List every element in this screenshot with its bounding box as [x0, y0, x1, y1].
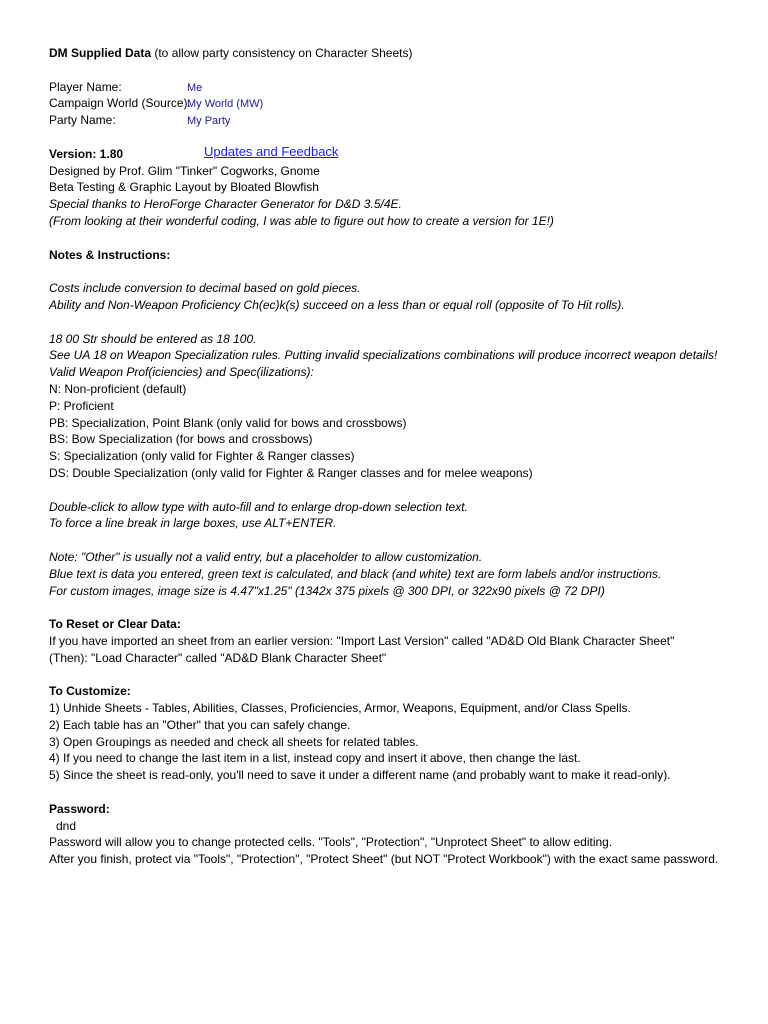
- player-name-row: [49, 79, 749, 96]
- customize-step: 5) Since the sheet is read-only, you'll need to save it under a different name (and probably want to make it read-only).: [49, 768, 671, 783]
- version-label: Version: 1.80: [49, 146, 124, 161]
- reset-line: (Then): "Load Character" called "AD&D Blank Character Sheet": [49, 650, 387, 665]
- player-name-label: Player Name:: [49, 79, 122, 94]
- thanks-line: (From looking at their wonderful coding, I was able to figure out how to create a version for 1E!): [49, 213, 554, 228]
- note-line: To force a line break in large boxes, use ALT+ENTER.: [49, 516, 337, 531]
- dm-data-title: DM Supplied Data: [49, 46, 152, 60]
- version-row: [49, 143, 749, 163]
- instructions-sheet: [49, 45, 749, 868]
- dm-data-header: [49, 45, 749, 62]
- updates-feedback-link[interactable]: Updates and Feedback: [204, 143, 339, 159]
- prof-list-item: P: Proficient: [49, 398, 114, 413]
- party-name-label: Party Name:: [49, 113, 116, 128]
- note-line: Valid Weapon Prof(iciencies) and Spec(ilizations):: [49, 365, 314, 380]
- party-name-value[interactable]: My Party: [187, 115, 231, 128]
- note-line: Note: "Other" is usually not a valid entry, but a placeholder to allow customization.: [49, 549, 483, 564]
- note-line: Ability and Non-Weapon Proficiency Ch(ec)k(s) succeed on a less than or equal roll (opposite of To Hit rolls).: [49, 297, 625, 312]
- note-line: Blue text is data you entered, green text is calculated, and black (and white) text are form labels and/or instructions.: [49, 566, 662, 581]
- customize-step: 4) If you need to change the last item in a list, instead copy and insert it above, then change the last.: [49, 751, 581, 766]
- prof-list-item: BS: Bow Specialization (for bows and crossbows): [49, 432, 313, 447]
- customize-heading: To Customize:: [49, 684, 131, 699]
- customize-step: 2) Each table has an "Other" that you can safely change.: [49, 717, 351, 732]
- prof-list-item: PB: Specialization, Point Blank (only valid for bows and crossbows): [49, 415, 407, 430]
- note-line: Costs include conversion to decimal based on gold pieces.: [49, 281, 361, 296]
- campaign-world-value[interactable]: My World (MW): [187, 98, 264, 111]
- campaign-world-row: [49, 95, 749, 112]
- password-line: Password will allow you to change protected cells. "Tools", "Protection", "Unprotect Sheet" to allow editing.: [49, 835, 613, 850]
- thanks-line: Special thanks to HeroForge Character Generator for D&D 3.5/4E.: [49, 197, 402, 212]
- note-line: 18 00 Str should be entered as 18 100.: [49, 331, 257, 346]
- reset-heading: To Reset or Clear Data:: [49, 617, 181, 632]
- dm-data-subtitle: (to allow party consistency on Character Sheets): [151, 46, 413, 60]
- password-line: After you finish, protect via "Tools", "Protection", "Protect Sheet" (but NOT "Protect Workbook") with the exact same password.: [49, 852, 719, 867]
- party-name-row: [49, 112, 749, 129]
- note-line: For custom images, image size is 4.47"x1.25" (1342x 375 pixels @ 300 DPI, or 322x90 pixels @ 72 DPI): [49, 583, 605, 598]
- notes-heading: Notes & Instructions:: [49, 247, 171, 262]
- password-heading: Password:: [49, 801, 110, 816]
- note-line: See UA 18 on Weapon Specialization rules. Putting invalid specializations combinations will produce incorrect weapon details!: [49, 348, 718, 363]
- campaign-world-label: Campaign World (Source):: [49, 96, 191, 111]
- credit-line: Beta Testing & Graphic Layout by Bloated Blowfish: [49, 180, 319, 195]
- customize-step: 1) Unhide Sheets - Tables, Abilities, Classes, Proficiencies, Armor, Weapons, Equipment, and/or Class Spells.: [49, 701, 631, 716]
- prof-list-item: S: Specialization (only valid for Fighter & Ranger classes): [49, 449, 355, 464]
- player-name-value[interactable]: Me: [187, 81, 203, 94]
- note-line: Double-click to allow type with auto-fill and to enlarge drop-down selection text.: [49, 499, 468, 514]
- customize-step: 3) Open Groupings as needed and check all sheets for related tables.: [49, 734, 419, 749]
- credit-line: Designed by Prof. Glim "Tinker" Cogworks, Gnome: [49, 163, 320, 178]
- reset-line: If you have imported an sheet from an earlier version: "Import Last Version" called "AD&D Old Blank Character Sheet": [49, 633, 675, 648]
- prof-list-item: N: Non-proficient (default): [49, 381, 187, 396]
- password-value: dnd: [56, 818, 77, 833]
- prof-list-item: DS: Double Specialization (only valid for Fighter & Ranger classes and for melee weapons): [49, 465, 533, 480]
